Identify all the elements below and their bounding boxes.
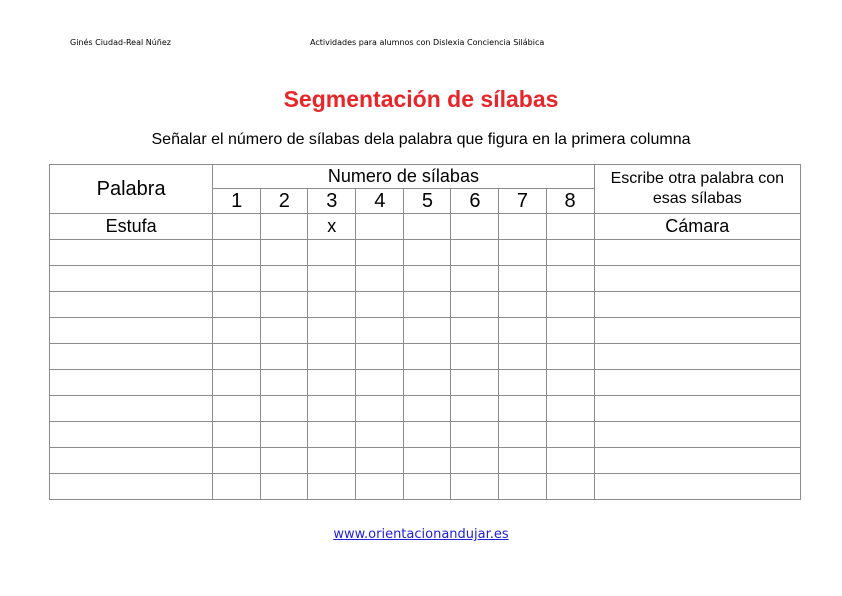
syllable-mark-cell[interactable] — [404, 344, 451, 370]
syllable-mark-cell[interactable] — [404, 422, 451, 448]
instructions-text: Señalar el número de sílabas dela palabra que figura en la primera columna — [151, 131, 691, 148]
syllable-mark-cell[interactable] — [261, 292, 308, 318]
page-title: Segmentación de sílabas — [283, 86, 559, 112]
syllable-mark-cell[interactable]: x — [308, 214, 356, 240]
syllable-mark-cell[interactable] — [451, 474, 499, 500]
syllable-mark-cell[interactable] — [404, 292, 451, 318]
table-row — [50, 370, 801, 396]
word-cell[interactable] — [50, 474, 213, 500]
syllable-mark-cell[interactable] — [499, 266, 546, 292]
syllable-mark-cell[interactable] — [356, 292, 404, 318]
syllable-mark-cell[interactable] — [213, 344, 261, 370]
syllable-mark-cell[interactable] — [261, 318, 308, 344]
table-body — [50, 214, 801, 500]
syllable-mark-cell[interactable] — [261, 448, 308, 474]
syllable-mark-cell[interactable] — [213, 396, 261, 422]
syllable-mark-cell[interactable] — [261, 422, 308, 448]
syllable-number-1: 1 — [213, 189, 261, 214]
syllable-mark-cell[interactable] — [308, 344, 356, 370]
syllable-mark-cell[interactable] — [546, 422, 594, 448]
syllable-mark-cell[interactable] — [308, 370, 356, 396]
other-word-cell[interactable] — [594, 396, 800, 422]
table-row — [50, 214, 801, 240]
word-cell[interactable] — [50, 422, 213, 448]
other-word-cell[interactable] — [594, 318, 800, 344]
syllable-mark-cell[interactable] — [404, 474, 451, 500]
syllable-mark-cell[interactable] — [451, 266, 499, 292]
syllable-mark-cell[interactable] — [404, 266, 451, 292]
syllable-mark-cell[interactable] — [261, 370, 308, 396]
syllable-number-8: 8 — [546, 189, 594, 214]
syllable-mark-cell[interactable] — [213, 448, 261, 474]
syllable-mark-cell[interactable] — [451, 370, 499, 396]
syllable-mark-cell[interactable] — [261, 214, 308, 240]
syllable-number-5: 5 — [404, 189, 451, 214]
syllable-mark-cell[interactable] — [404, 318, 451, 344]
table-row — [50, 422, 801, 448]
syllable-mark-cell[interactable] — [356, 396, 404, 422]
syllable-mark-cell[interactable] — [451, 448, 499, 474]
syllable-mark-cell[interactable] — [213, 266, 261, 292]
website-link[interactable]: www.orientacionandujar.es — [333, 527, 509, 542]
syllable-mark-cell[interactable] — [308, 292, 356, 318]
word-cell[interactable] — [50, 448, 213, 474]
syllable-mark-cell[interactable] — [499, 448, 546, 474]
table-row — [50, 344, 801, 370]
syllable-mark-cell[interactable] — [356, 266, 404, 292]
other-word-cell[interactable] — [594, 292, 800, 318]
syllable-mark-cell[interactable] — [404, 240, 451, 266]
syllable-mark-cell[interactable] — [499, 422, 546, 448]
syllable-mark-cell[interactable] — [546, 318, 594, 344]
table-row — [50, 396, 801, 422]
syllable-mark-cell[interactable] — [499, 396, 546, 422]
syllable-mark-cell[interactable] — [499, 214, 546, 240]
footer — [0, 527, 842, 542]
syllable-mark-cell[interactable] — [261, 344, 308, 370]
syllable-table — [49, 164, 801, 500]
syllable-mark-cell[interactable] — [213, 240, 261, 266]
table-row — [50, 292, 801, 318]
syllable-mark-cell[interactable] — [404, 370, 451, 396]
syllable-mark-cell[interactable] — [356, 474, 404, 500]
other-word-cell[interactable] — [594, 422, 800, 448]
syllable-mark-cell[interactable] — [546, 474, 594, 500]
word-cell[interactable] — [50, 396, 213, 422]
other-word-cell[interactable] — [594, 448, 800, 474]
syllable-mark-cell[interactable] — [213, 318, 261, 344]
word-cell[interactable] — [50, 370, 213, 396]
syllable-mark-cell[interactable] — [356, 344, 404, 370]
syllable-mark-cell[interactable] — [451, 318, 499, 344]
word-cell[interactable]: Estufa — [50, 214, 213, 240]
syllable-mark-cell[interactable] — [213, 292, 261, 318]
word-cell[interactable] — [50, 240, 213, 266]
syllable-mark-cell[interactable] — [546, 292, 594, 318]
syllable-mark-cell[interactable] — [499, 474, 546, 500]
table-row — [50, 474, 801, 500]
syllable-number-2: 2 — [261, 189, 308, 214]
syllable-mark-cell[interactable] — [213, 370, 261, 396]
syllable-mark-cell[interactable] — [356, 422, 404, 448]
syllable-number-7: 7 — [499, 189, 546, 214]
other-word-cell[interactable] — [594, 344, 800, 370]
syllable-mark-cell[interactable] — [451, 344, 499, 370]
column-header-palabra: Palabra — [50, 165, 213, 214]
syllable-mark-cell[interactable] — [451, 396, 499, 422]
syllable-mark-cell[interactable] — [356, 370, 404, 396]
other-word-cell[interactable] — [594, 266, 800, 292]
other-word-cell[interactable]: Cámara — [594, 214, 800, 240]
syllable-mark-cell[interactable] — [261, 240, 308, 266]
syllable-number-3: 3 — [308, 189, 356, 214]
syllable-mark-cell[interactable] — [261, 474, 308, 500]
syllable-mark-cell[interactable] — [451, 292, 499, 318]
syllable-mark-cell[interactable] — [404, 448, 451, 474]
syllable-mark-cell[interactable] — [546, 448, 594, 474]
header-subject: Actividades para alumnos con Dislexia Conciencia Silábica — [310, 38, 545, 47]
syllable-mark-cell[interactable] — [213, 214, 261, 240]
other-word-cell[interactable] — [594, 370, 800, 396]
syllable-mark-cell[interactable] — [308, 318, 356, 344]
table-row — [50, 318, 801, 344]
syllable-mark-cell[interactable] — [308, 448, 356, 474]
syllable-mark-cell[interactable] — [546, 266, 594, 292]
word-cell[interactable] — [50, 318, 213, 344]
syllable-mark-cell[interactable] — [404, 214, 451, 240]
syllable-mark-cell[interactable] — [308, 266, 356, 292]
syllable-mark-cell[interactable] — [213, 422, 261, 448]
word-cell[interactable] — [50, 344, 213, 370]
syllable-mark-cell[interactable] — [308, 240, 356, 266]
syllable-mark-cell[interactable] — [546, 344, 594, 370]
syllable-mark-cell[interactable] — [499, 240, 546, 266]
syllable-number-4: 4 — [356, 189, 404, 214]
syllable-mark-cell[interactable] — [499, 370, 546, 396]
syllable-mark-cell[interactable] — [546, 214, 594, 240]
syllable-mark-cell[interactable] — [356, 318, 404, 344]
syllable-mark-cell[interactable] — [213, 474, 261, 500]
syllable-mark-cell[interactable] — [499, 344, 546, 370]
syllable-mark-cell[interactable] — [308, 474, 356, 500]
syllable-mark-cell[interactable] — [308, 422, 356, 448]
syllable-mark-cell[interactable] — [261, 266, 308, 292]
syllable-mark-cell[interactable] — [308, 396, 356, 422]
other-word-cell[interactable] — [594, 240, 800, 266]
column-header-escribe: Escribe otra palabra con esas sílabas — [594, 165, 800, 214]
other-word-cell[interactable] — [594, 474, 800, 500]
syllable-mark-cell[interactable] — [356, 240, 404, 266]
syllable-mark-cell[interactable] — [261, 396, 308, 422]
syllable-mark-cell[interactable] — [356, 448, 404, 474]
syllable-mark-cell[interactable] — [546, 396, 594, 422]
column-header-numero-silabas: Numero de sílabas — [213, 165, 594, 189]
syllable-mark-cell[interactable] — [499, 292, 546, 318]
syllable-mark-cell[interactable] — [546, 370, 594, 396]
syllable-mark-cell[interactable] — [356, 214, 404, 240]
word-cell[interactable] — [50, 292, 213, 318]
table-row — [50, 266, 801, 292]
table-row — [50, 448, 801, 474]
header-author: Ginés Ciudad-Real Núñez — [70, 38, 171, 47]
table-row — [50, 240, 801, 266]
syllable-mark-cell[interactable] — [451, 214, 499, 240]
syllable-mark-cell[interactable] — [451, 240, 499, 266]
syllable-number-6: 6 — [451, 189, 499, 214]
syllable-mark-cell[interactable] — [404, 396, 451, 422]
word-cell[interactable] — [50, 266, 213, 292]
syllable-mark-cell[interactable] — [546, 240, 594, 266]
syllable-mark-cell[interactable] — [451, 422, 499, 448]
syllable-mark-cell[interactable] — [499, 318, 546, 344]
